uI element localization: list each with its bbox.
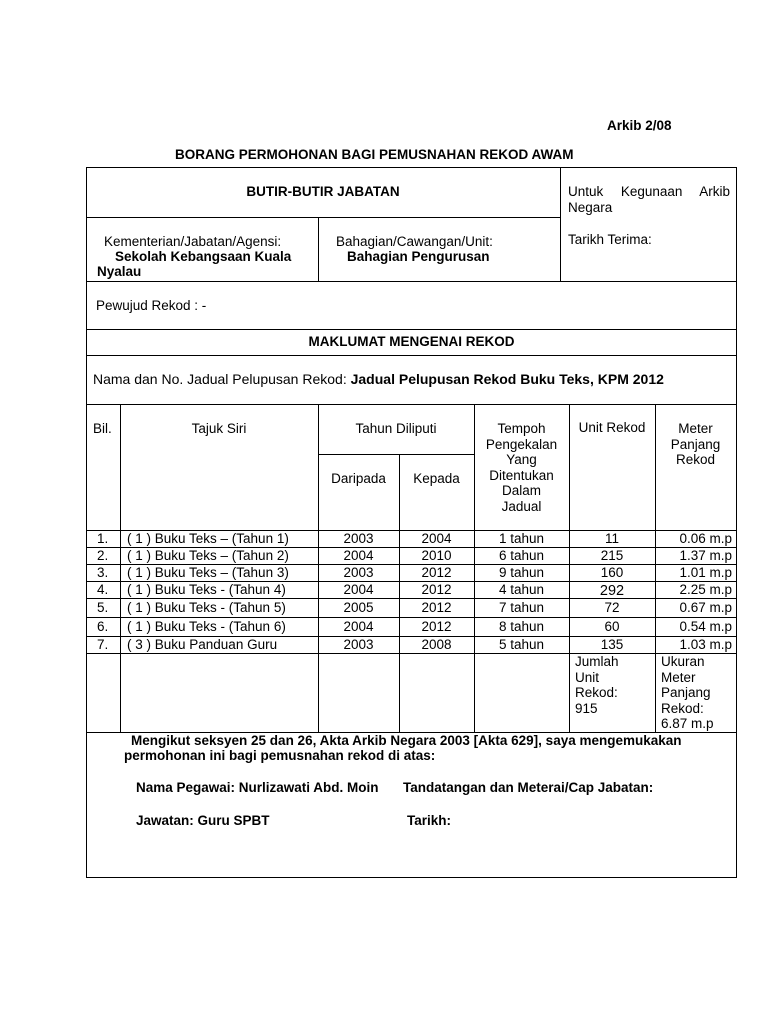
- cell-meter: 1.01 m.p: [679, 565, 732, 580]
- cell-tempoh: 8 tahun: [498, 619, 545, 634]
- col-bil: Bil.: [93, 421, 112, 436]
- cell-bil: 1.: [97, 531, 109, 546]
- cell-tempoh: 1 tahun: [498, 531, 545, 546]
- kementerian-value-line2: Nyalau: [97, 264, 142, 279]
- cell-tempoh: 5 tahun: [498, 637, 545, 652]
- cell-daripada: 2005: [343, 600, 374, 615]
- total-meter-panjang: Ukuran Meter Panjang Rekod: 6.87 m.p: [661, 654, 714, 731]
- cell-tajuk: ( 3 ) Buku Panduan Guru: [127, 637, 278, 652]
- cell-bil: 4.: [97, 582, 109, 597]
- form-title: BORANG PERMOHONAN BAGI PEMUSNAHAN REKOD AWAM: [175, 147, 574, 162]
- cell-bil: 3.: [97, 565, 109, 580]
- cell-tajuk: ( 1 ) Buku Teks - (Tahun 6): [127, 619, 286, 634]
- maklumat-header: MAKLUMAT MENGENAI REKOD: [308, 334, 515, 349]
- cell-kepada: 2004: [421, 531, 452, 546]
- cell-meter: 0.67 m.p: [679, 600, 732, 615]
- col-daripada: Daripada: [331, 471, 386, 486]
- pewujud-rekod: Pewujud Rekod : -: [96, 298, 207, 313]
- col-unit: Unit Rekod: [578, 420, 646, 435]
- col-tahun: Tahun Diliputi: [355, 421, 437, 436]
- cell-unit: 60: [604, 619, 620, 634]
- jadual-label: Nama dan No. Jadual Pelupusan Rekod:: [93, 371, 347, 387]
- col-tajuk: Tajuk Siri: [191, 421, 247, 436]
- cell-meter: 0.06 m.p: [679, 531, 732, 546]
- cell-daripada: 2003: [343, 637, 374, 652]
- cell-bil: 7.: [97, 637, 109, 652]
- cell-kepada: 2012: [421, 565, 452, 580]
- jadual-row: [93, 371, 664, 387]
- cell-tajuk: ( 1 ) Buku Teks - (Tahun 4): [127, 582, 286, 597]
- cell-daripada: 2004: [343, 548, 374, 563]
- cell-daripada: 2004: [343, 619, 374, 634]
- cell-tempoh: 6 tahun: [498, 548, 545, 563]
- col-tempoh: Tempoh Pengekalan Yang Ditentukan Dalam Jadual: [485, 421, 558, 514]
- declaration-line1: Mengikut seksyen 25 dan 26, Akta Arkib Negara 2003 [Akta 629], saya mengemukakan: [131, 733, 682, 748]
- cell-kepada: 2012: [421, 619, 452, 634]
- tarikh-label: Tarikh:: [407, 813, 452, 828]
- document-reference: Arkib 2/08: [607, 118, 672, 133]
- col-kepada: Kepada: [413, 471, 460, 486]
- cell-daripada: 2003: [343, 531, 374, 546]
- arkib-use-line1: Untuk Kegunaan Arkib: [568, 184, 730, 199]
- cell-tajuk: ( 1 ) Buku Teks - (Tahun 5): [127, 600, 286, 615]
- kementerian-label: Kementerian/Jabatan/Agensi:: [104, 234, 282, 249]
- cell-bil: 2.: [97, 548, 109, 563]
- cell-meter: 2.25 m.p: [679, 582, 732, 597]
- nama-pegawai: Nama Pegawai: Nurlizawati Abd. Moin: [136, 780, 379, 795]
- cell-daripada: 2004: [343, 582, 374, 597]
- jawatan: Jawatan: Guru SPBT: [136, 813, 270, 828]
- declaration-line2: permohonan ini bagi pemusnahan rekod di atas:: [124, 748, 436, 763]
- tarikh-terima-label: Tarikh Terima:: [568, 232, 652, 247]
- tandatangan-label: Tandatangan dan Meterai/Cap Jabatan:: [403, 780, 654, 795]
- cell-bil: 6.: [97, 619, 109, 634]
- cell-kepada: 2008: [421, 637, 452, 652]
- total-unit-rekod: Jumlah Unit Rekod: 915: [575, 654, 619, 716]
- cell-kepada: 2010: [421, 548, 452, 563]
- cell-unit: 11: [604, 531, 619, 546]
- cell-unit: 215: [600, 548, 624, 563]
- cell-meter: 1.37 m.p: [679, 548, 732, 563]
- cell-kepada: 2012: [421, 582, 452, 597]
- cell-meter: 1.03 m.p: [679, 637, 732, 652]
- butir-header: BUTIR-BUTIR JABATAN: [246, 184, 400, 199]
- cell-unit: 135: [600, 637, 624, 652]
- cell-tajuk: ( 1 ) Buku Teks – (Tahun 1): [127, 531, 289, 546]
- arkib-use-line2: Negara: [568, 200, 613, 215]
- cell-tempoh: 9 tahun: [498, 565, 545, 580]
- kementerian-value-line1: Sekolah Kebangsaan Kuala: [115, 249, 292, 264]
- cell-tajuk: ( 1 ) Buku Teks – (Tahun 3): [127, 565, 289, 580]
- col-meter: Meter Panjang Rekod: [670, 421, 721, 467]
- cell-unit: 72: [604, 600, 620, 615]
- cell-daripada: 2003: [343, 565, 374, 580]
- cell-tempoh: 7 tahun: [498, 600, 545, 615]
- cell-unit: 160: [600, 565, 624, 580]
- cell-unit: 292: [599, 583, 625, 599]
- cell-bil: 5.: [97, 600, 109, 615]
- cell-meter: 0.54 m.p: [679, 619, 732, 634]
- jadual-value: Jadual Pelupusan Rekod Buku Teks, KPM 2012: [350, 371, 664, 387]
- bahagian-value: Bahagian Pengurusan: [347, 249, 490, 264]
- cell-tempoh: 4 tahun: [498, 582, 545, 597]
- bahagian-label: Bahagian/Cawangan/Unit:: [336, 234, 493, 249]
- cell-tajuk: ( 1 ) Buku Teks – (Tahun 2): [127, 548, 289, 563]
- cell-kepada: 2012: [421, 600, 452, 615]
